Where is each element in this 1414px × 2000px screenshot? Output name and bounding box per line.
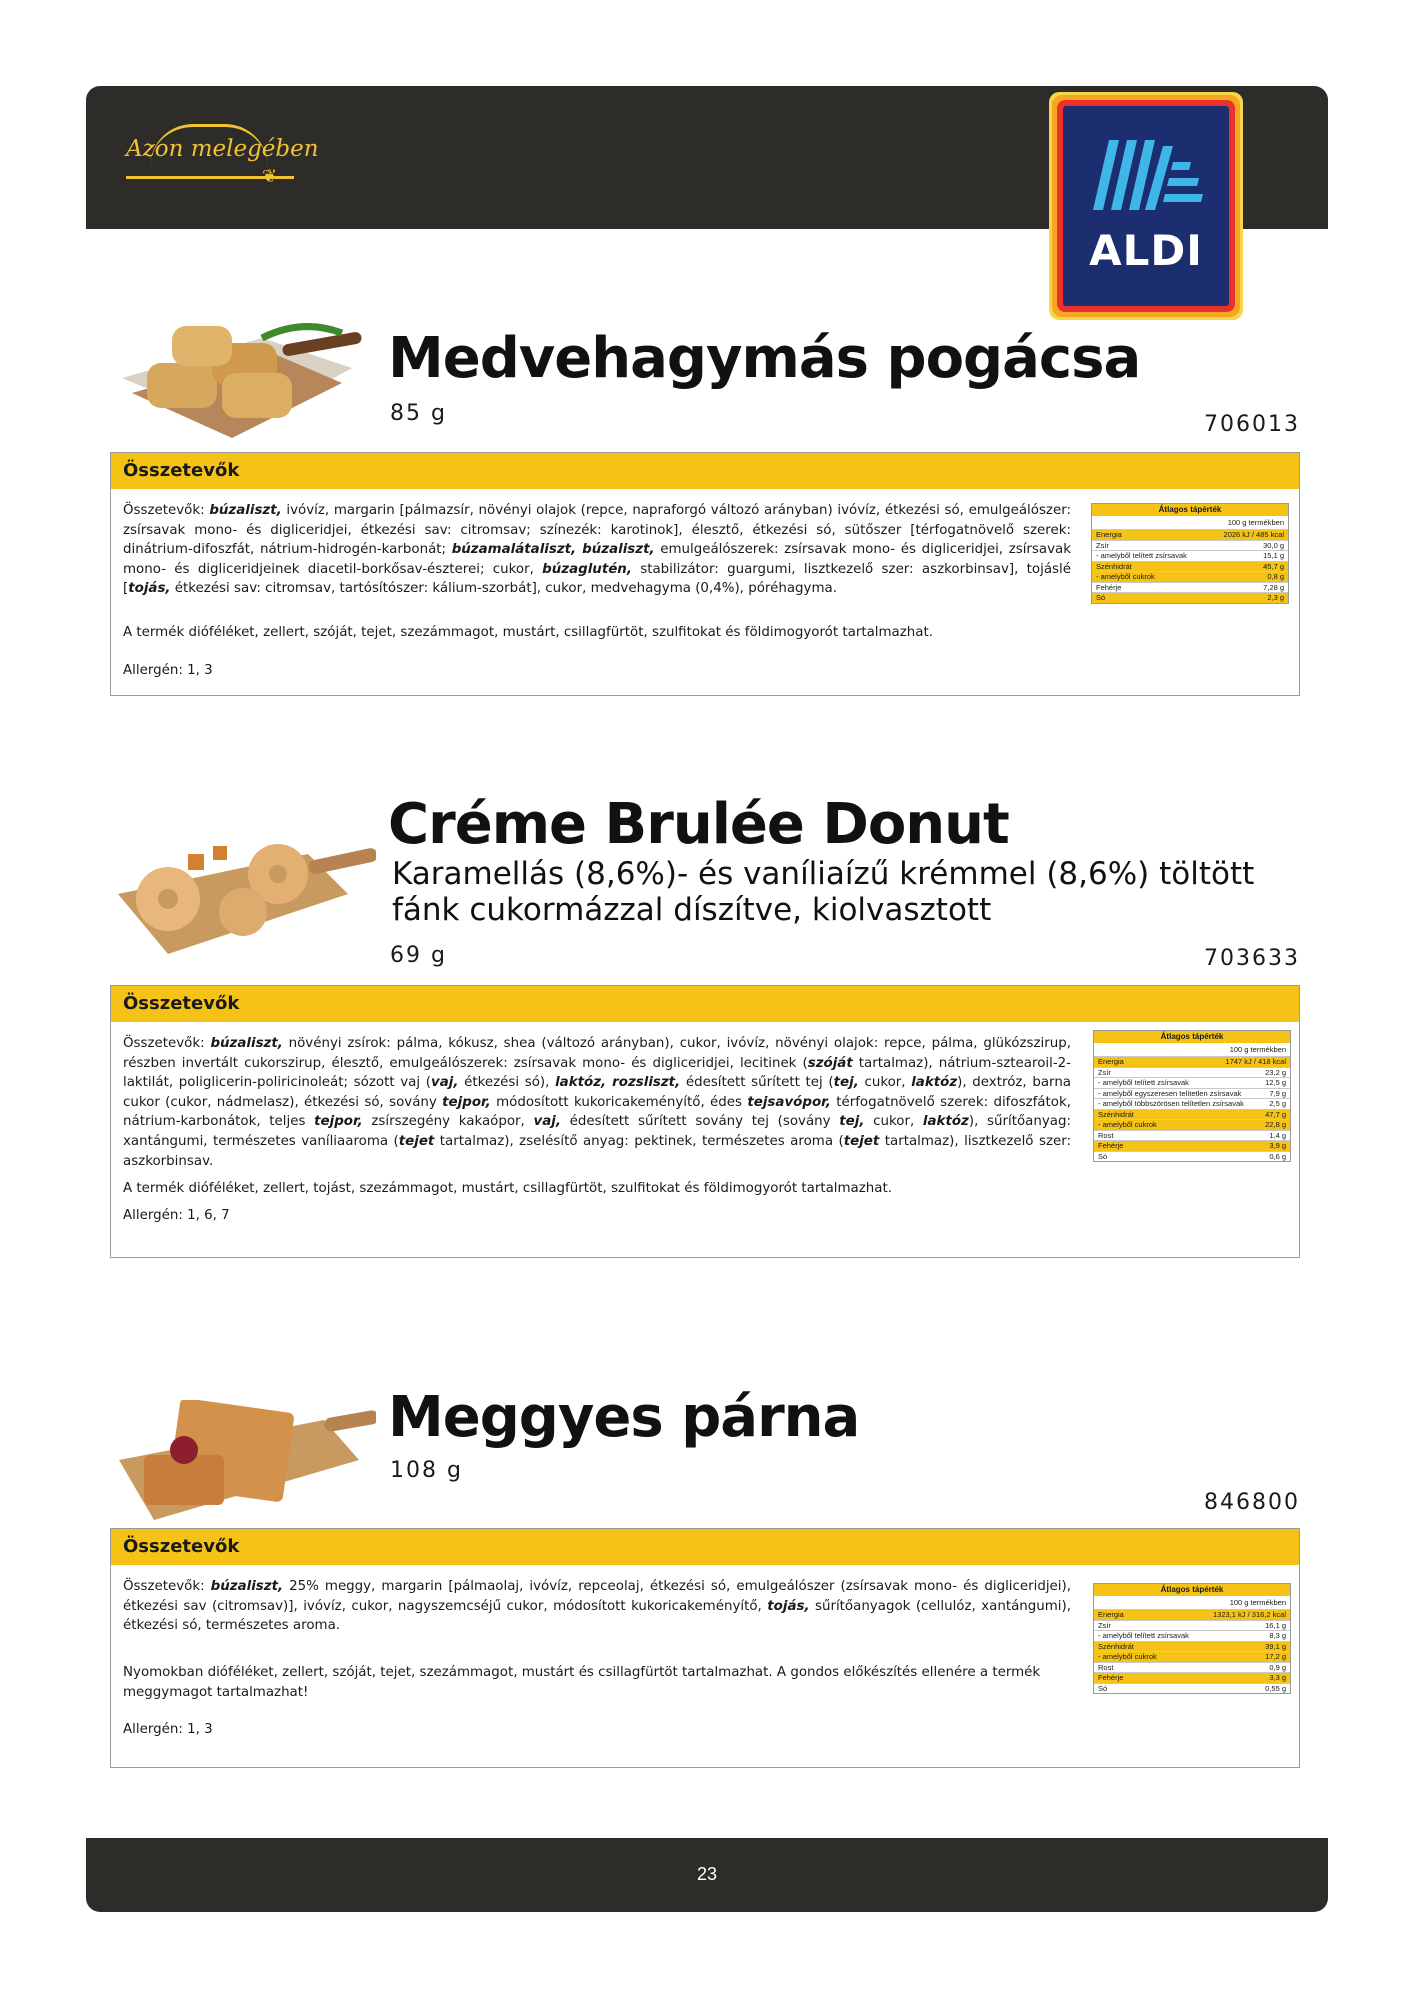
nutrition-label: - amelyből telített zsírsavak [1096, 551, 1187, 560]
may-contain-text: A termék dióféléket, zellert, szóját, tejet, szezámmagot, mustárt, csillagfürtöt, szulfitokat és földimogyorót tartalmazhat. [123, 625, 933, 640]
allergen-ingredient: búzaglutén, [542, 561, 632, 577]
ingredient-text: stabilizátor: guargumi, lisztkezelő szer: aszkorbinsav], tojáslé [ [123, 561, 1071, 597]
nutrition-value: 12,5 g [1265, 1078, 1286, 1087]
nutrition-label: Só [1098, 1151, 1108, 1161]
nutrition-value: 1747 kJ / 418 kcal [1225, 1057, 1286, 1066]
nutrition-label: Rost [1098, 1130, 1114, 1140]
nutrition-row [1092, 561, 1288, 572]
product-title: Meggyes párna [388, 1385, 860, 1450]
nutrition-label: Rost [1098, 1662, 1114, 1672]
ingredient-text: édesített sűrített tej ( [680, 1075, 834, 1091]
nutrition-row [1094, 1620, 1290, 1631]
allergen-ingredient: búzaliszt, [210, 1579, 284, 1594]
nutrition-label: Zsír [1096, 540, 1109, 550]
nutrition-value: 30,0 g [1263, 540, 1284, 550]
nutrition-row [1094, 1119, 1290, 1130]
nutrition-label: - amelyből cukrok [1098, 1652, 1157, 1661]
product-title: Medvehagymás pogácsa [388, 326, 1141, 391]
allergen-ingredient: laktóz [911, 1075, 958, 1091]
nutrition-row [1094, 1609, 1290, 1620]
nutrition-per: 100 g termékben [1227, 518, 1284, 527]
nutrition-label: Fehérje [1096, 582, 1122, 592]
allergen-ingredient: laktóz, rozsliszt, [555, 1075, 681, 1091]
nutrition-label: Energia [1098, 1057, 1124, 1066]
allergen-ingredient: búzaliszt, [210, 1036, 283, 1051]
section-label: Összetevők [111, 453, 1299, 489]
pogacsa-image [112, 298, 374, 448]
nutrition-value: 3,9 g [1269, 1141, 1286, 1150]
nutrition-value: 2026 kJ / 485 kcal [1223, 530, 1284, 539]
nutrition-row [1094, 1098, 1290, 1109]
allergen-ingredient: búzamalátaliszt, búzaliszt, [451, 542, 655, 558]
donut-image [108, 834, 376, 962]
nutrition-row [1094, 1067, 1290, 1078]
nutrition-label: Zsír [1098, 1620, 1111, 1630]
nutrition-value: 7,9 g [1269, 1088, 1286, 1098]
allergen-text: Allergén: 1, 3 [123, 663, 213, 678]
nutrition-label: Szénhidrát [1098, 1641, 1134, 1651]
ingredients-text [123, 501, 1071, 599]
allergen-ingredient: szóját [807, 1055, 853, 1071]
ingredients-text [123, 1034, 1071, 1171]
allergen-text: Allergén: 1, 3 [123, 1722, 213, 1737]
nutrition-row [1092, 582, 1288, 593]
meggyes-parna-image [114, 1400, 376, 1528]
ingredient-text: cukor, [864, 1114, 923, 1130]
nutrition-row [1092, 571, 1288, 582]
allergen-ingredient: tojás, [767, 1598, 810, 1614]
nutrition-value: 39,1 g [1265, 1641, 1286, 1651]
ingredients-box [110, 1528, 1300, 1768]
allergen-ingredient: laktóz [922, 1114, 969, 1130]
footer-bar [86, 1838, 1328, 1912]
wheat-icon: ❦ [262, 166, 278, 186]
nutrition-value: 0,8 g [1267, 572, 1284, 581]
product-code: 703633 [1204, 946, 1300, 971]
nutrition-label: Energia [1098, 1610, 1124, 1619]
allergen-text: Allergén: 1, 6, 7 [123, 1208, 230, 1223]
nutrition-header: Átlagos tápérték [1094, 1031, 1290, 1043]
logo-text: ALDI [1089, 226, 1203, 275]
nutrition-value: 0,9 g [1269, 1662, 1286, 1672]
nutrition-value: 7,28 g [1263, 582, 1284, 592]
nutrition-label: Szénhidrát [1098, 1109, 1134, 1119]
ingredient-text: ), sűrítőanyag: xantángumi, természetes vaníliaaroma ( [123, 1114, 1071, 1149]
nutrition-value: 47,7 g [1265, 1109, 1286, 1119]
nutrition-row [1094, 1056, 1290, 1067]
ingredients-text [123, 1577, 1071, 1636]
nutrition-value: 1323,1 kJ / 316,2 kcal [1213, 1610, 1286, 1619]
ingredients-box [110, 985, 1300, 1258]
ingredient-text: cukor, [858, 1075, 912, 1091]
may-contain-text: Nyomokban dióféléket, zellert, szóját, tejet, szezámmagot, mustárt és csillagfürtöt tartalmazhat. A gondos előkészítés ellenére a termék meggymagot tartalmazhat! [123, 1665, 1041, 1700]
ingredient-text: ), dextróz, barna cukor (cukor, nádmelasz), étkezési só, sovány [123, 1075, 1072, 1110]
nutrition-row [1094, 1630, 1290, 1641]
nutrition-row [1094, 1109, 1290, 1120]
ingredient-text: emulgeálószerek: zsírsavak mono- és digliceridjei, zsírsavak mono- és digliceridjeinek diacetil-borkősav-észterei; cukor, [123, 542, 1071, 577]
nutrition-per: 100 g termékben [1229, 1045, 1286, 1054]
ingredient-text: ivóvíz, margarin [pálmazsír, növényi olajok (repce, napraforgó változó arányban) ivóvíz, étkezési só, emulgeálószer: zsírsavak mono- és digliceridjei, étkezési sav: citromsav; színezék: karotinok], élesztő, étkezési só, sütőszer [térfogatnövelő szerek: dinátrium-difoszfát, nátrium-hidrogén-karbonát; [123, 503, 1071, 558]
nutrition-value: 0,55 g [1265, 1683, 1286, 1693]
nutrition-label: - amelyből cukrok [1096, 572, 1155, 581]
nutrition-row [1092, 529, 1288, 540]
nutrition-value: 8,3 g [1269, 1631, 1286, 1640]
ingredient-text: zsírszegény kakaópor, [362, 1114, 534, 1130]
product-weight: 85 g [390, 401, 447, 426]
ingredient-text: növényi zsírok: pálma, kókusz, shea (változó arányban), cukor, ivóvíz, növényi olajok: repce, pálma, glükózszirup, részben invertált cukorszirup, élesztő, emulgeálószerek: zsírsavak mono- és digliceridjei, lecitinek ( [123, 1036, 1072, 1071]
logo-stripes-icon [1093, 140, 1203, 210]
nutrition-row [1094, 1140, 1290, 1151]
product-weight: 69 g [390, 943, 447, 968]
nutrition-label: - amelyből telített zsírsavak [1098, 1631, 1189, 1640]
ingredient-text: Összetevők: [123, 1579, 211, 1594]
nutrition-row [1094, 1683, 1290, 1694]
allergen-ingredient: búzaliszt, [209, 503, 282, 518]
ingredient-text: térfogatnövelő szerek: difoszfátok, nátrium-karbonátok, teljes [123, 1094, 1071, 1130]
nutrition-row [1094, 1077, 1290, 1088]
nutrition-row [1092, 592, 1288, 603]
allergen-ingredient: tejet [398, 1133, 435, 1149]
nutrition-value: 23,2 g [1265, 1067, 1286, 1077]
section-label: Összetevők [111, 986, 1299, 1022]
nutrition-row [1094, 1088, 1290, 1099]
nutrition-row [1094, 1651, 1290, 1662]
nutrition-row [1094, 1662, 1290, 1673]
ingredient-text: étkezési só), [458, 1075, 556, 1091]
nutrition-value: 45,7 g [1263, 561, 1284, 571]
may-contain-text: A termék dióféléket, zellert, tojást, szezámmagot, mustárt, csillagfürtöt, szulfitokat és földimogyorót tartalmazhat. [123, 1181, 892, 1196]
ingredient-text: tartalmaz), zselésítő anyag: pektinek, természetes aroma ( [434, 1133, 844, 1149]
product-weight: 108 g [390, 1458, 463, 1483]
nutrition-label: Energia [1096, 530, 1122, 539]
nutrition-row [1094, 1151, 1290, 1162]
nutrition-label: - amelyből telített zsírsavak [1098, 1078, 1189, 1087]
nutrition-row [1094, 1641, 1290, 1652]
nutrition-label: - amelyből egyszeresen telítetlen zsírsavak [1098, 1088, 1242, 1098]
allergen-ingredient: tejpor, [314, 1114, 363, 1130]
brand-tagline: Azon melegében [126, 136, 319, 162]
nutrition-header: Átlagos tápérték [1094, 1584, 1290, 1596]
nutrition-table [1093, 1583, 1291, 1694]
nutrition-value: 2,5 g [1269, 1099, 1286, 1108]
nutrition-value: 0,6 g [1269, 1151, 1286, 1161]
nutrition-value: 17,2 g [1265, 1652, 1286, 1661]
nutrition-label: Só [1096, 593, 1106, 602]
allergen-ingredient: tej, [839, 1114, 865, 1130]
product-code: 846800 [1204, 1490, 1300, 1515]
product-subtitle: Karamellás (8,6%)- és vaníliaízű krémmel (8,6%) töltött fánk cukormázzal díszítve, kiolvasztott [392, 856, 1255, 928]
nutrition-row [1094, 1130, 1290, 1141]
nutrition-label: Szénhidrát [1096, 561, 1132, 571]
ingredient-text: módosított kukoricakeményítő, édes [490, 1094, 748, 1110]
ingredient-text: étkezési sav: citromsav, tartósítószer: kálium-szorbát], cukor, medvehagyma (0,4%), póréhagyma. [170, 581, 837, 597]
allergen-ingredient: tejet [843, 1133, 880, 1149]
nutrition-table [1091, 503, 1289, 604]
nutrition-value: 15,1 g [1263, 551, 1284, 560]
page-number: 23 [696, 1864, 718, 1884]
section-label: Összetevők [111, 1529, 1299, 1565]
allergen-ingredient: vaj, [431, 1075, 459, 1091]
nutrition-label: Zsír [1098, 1067, 1111, 1077]
ingredients-box [110, 452, 1300, 696]
nutrition-label: Fehérje [1098, 1673, 1124, 1682]
aldi-logo [1063, 106, 1229, 306]
ingredient-text: édesített sűrített sovány tej (sovány [560, 1114, 840, 1130]
nutrition-value: 16,1 g [1265, 1620, 1286, 1630]
nutrition-label: Só [1098, 1683, 1108, 1693]
ingredient-text: sűrítőanyagok (cellulóz, xantángumi), étkezési só, természetes aroma. [123, 1598, 1072, 1634]
ingredient-text: Összetevők: [123, 1036, 211, 1051]
product-title: Créme Brulée Donut [388, 792, 1009, 857]
nutrition-label: - amelyből cukrok [1098, 1120, 1157, 1129]
nutrition-value: 22,8 g [1265, 1120, 1286, 1129]
nutrition-row [1092, 550, 1288, 561]
ingredient-text: Összetevők: [123, 503, 210, 518]
product-code: 706013 [1204, 412, 1300, 437]
ingredient-text: 25% meggy, margarin [pálmaolaj, ivóvíz, repceolaj, étkezési só, emulgeálószer (zsírsavak mono- és digliceridjei), étkezési sav (citromsav)], ivóvíz, cukor, nagyszemcséjű cukor, módosított kukoricakeményítő, [123, 1579, 1071, 1614]
nutrition-value: 2,3 g [1267, 593, 1284, 602]
nutrition-label: Fehérje [1098, 1141, 1124, 1150]
allergen-ingredient: tejsavópor, [747, 1094, 831, 1110]
allergen-ingredient: tojás, [128, 581, 171, 597]
nutrition-value: 1,4 g [1269, 1130, 1286, 1140]
nutrition-label: - amelyből többszörösen telítetlen zsírsavak [1098, 1099, 1244, 1108]
allergen-ingredient: tej, [833, 1075, 859, 1091]
nutrition-header: Átlagos tápérték [1092, 504, 1288, 516]
nutrition-row [1092, 540, 1288, 551]
nutrition-per: 100 g termékben [1229, 1598, 1286, 1607]
allergen-ingredient: tejpor, [442, 1094, 491, 1110]
allergen-ingredient: vaj, [533, 1114, 561, 1130]
nutrition-table [1093, 1030, 1291, 1162]
ingredient-text: tartalmaz), nátrium-sztearoil-2-laktilát, poliglicerin-poliricinoleát; sózott vaj ( [123, 1055, 1072, 1091]
nutrition-row [1094, 1672, 1290, 1683]
nutrition-value: 3,3 g [1269, 1673, 1286, 1682]
ingredient-text: tartalmaz), lisztkezelő szer: aszkorbinsav. [123, 1133, 1071, 1169]
